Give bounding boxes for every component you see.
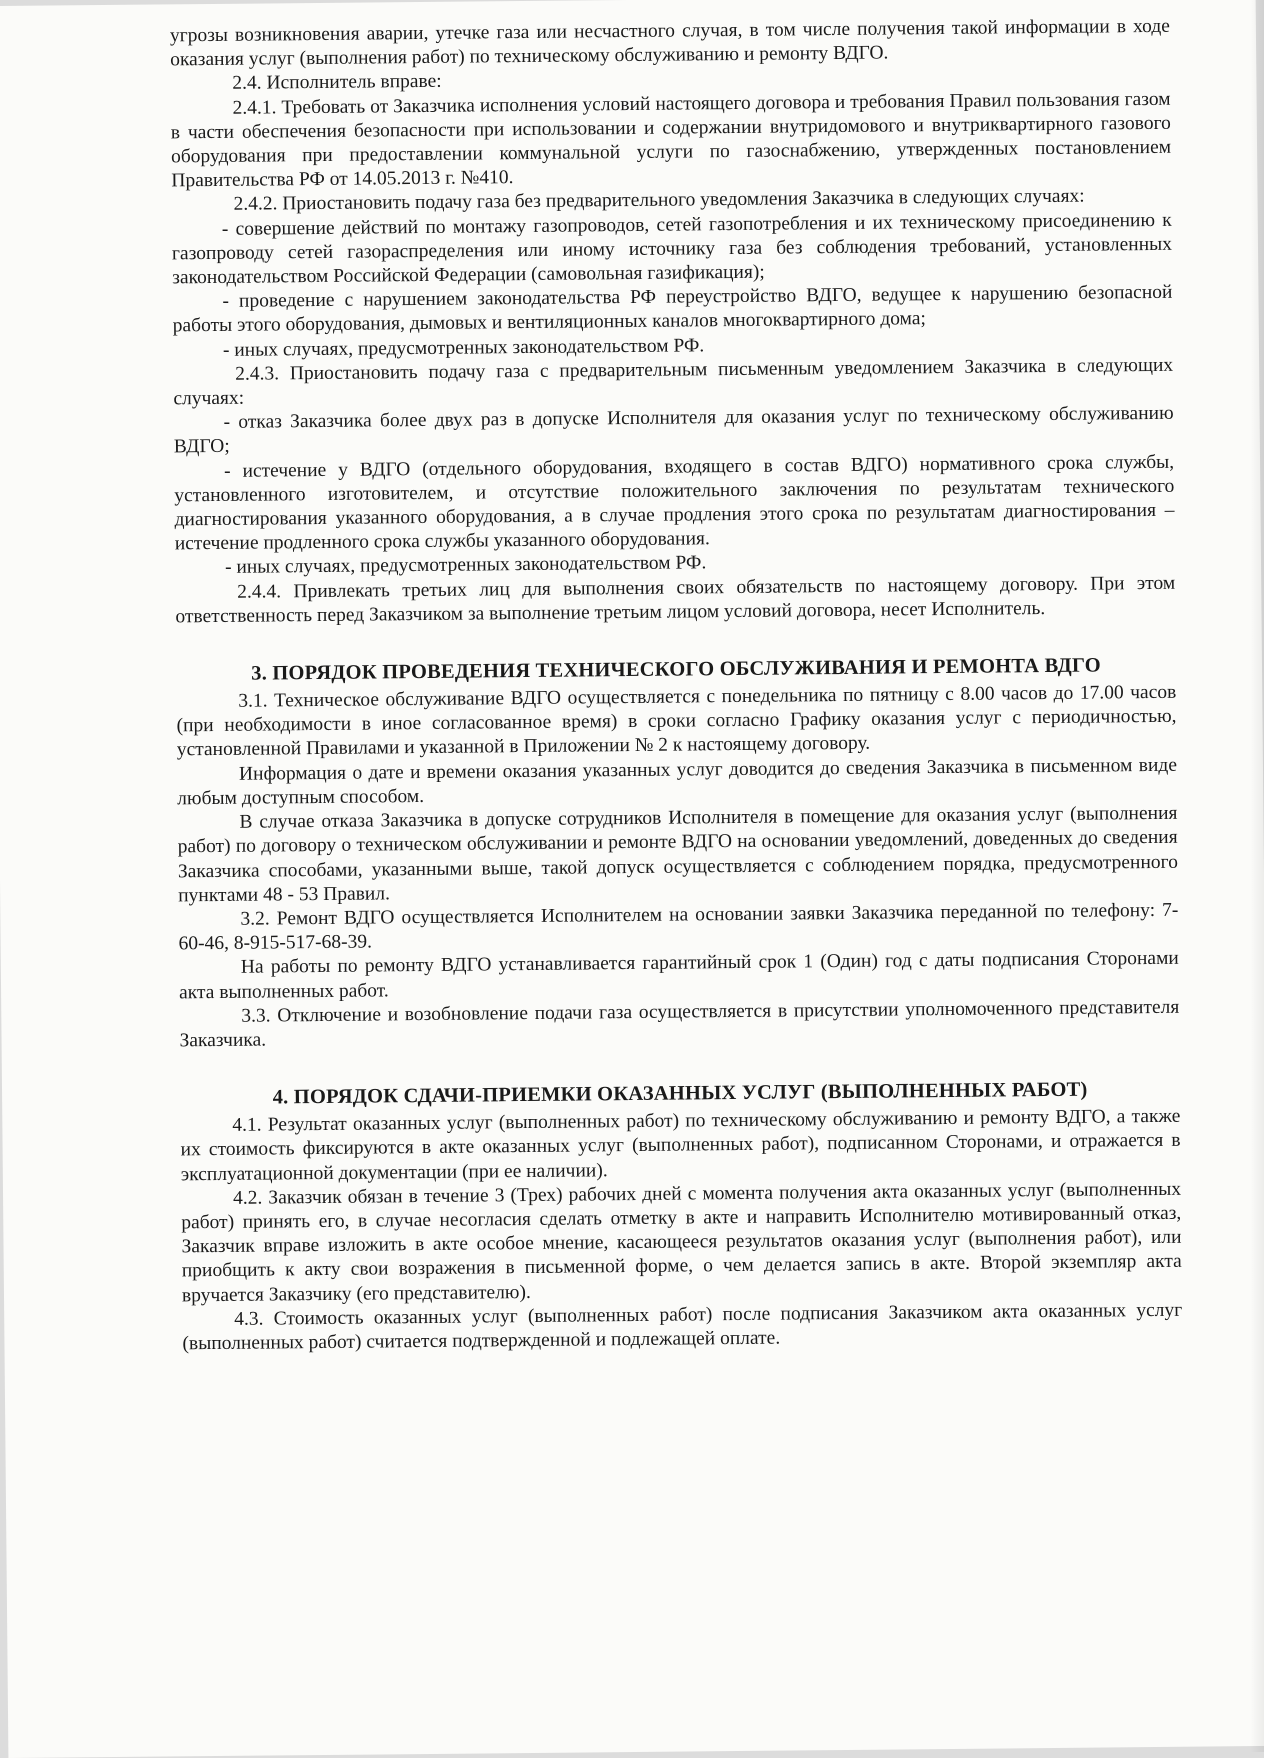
paragraph: На работы по ремонту ВДГО устанавливается гарантийный срок 1 (Один) год с даты подписания Сторонами акта выполненных работ. <box>178 948 1179 1003</box>
list-item: - иных случаях, предусмотренных законодательством РФ. <box>222 334 705 361</box>
paragraph: угрозы возникновения аварии, утечке газа или несчастного случая, в том числе получения такой информации в ходе оказания услуг (выполнения работ) по техническому обслуживанию и ремонту ВДГО. <box>169 15 1170 71</box>
paragraph: 2.4. Исполнитель вправе: <box>232 71 442 95</box>
paragraph: 2.4.2. Приостановить подачу газа без предварительного уведомления Заказчика в следующих случаях: <box>233 186 1085 216</box>
clause-2-4-block <box>170 15 1176 630</box>
section-3-body <box>176 681 1179 1054</box>
paragraph: 4.2. Заказчик обязан в течение 3 (Трех) рабочих дней с момента получения акта оказанных услуг (выполненных работ) принять его, в случае несогласия сделать отметку в акте и направить Исполнителю мотивированный отказ, Заказчик вправе изложить в акте особое мнение, касающееся результатов оказания услуг (выполнения работ), или приобщить к акту свои возражения в письменной форме, о чем делается запись в акте. Второй экземпляр акта вручается Заказчику (его представителю). <box>181 1178 1182 1306</box>
paragraph: 4.1. Результат оказанных услуг (выполненных работ) по техническому обслуживанию и ремонту ВДГО, а также их стоимость фиксируются в акте оказанных услуг (выполненных работ), подписанном Сторонами, и отражается в эксплуатационной документации (при ее наличии). <box>180 1105 1181 1185</box>
paragraph: 2.4.1. Требовать от Заказчика исполнения условий настоящего договора и требования Правил пользования газом в части обеспечения безопасности при использовании и содержании внутридомового и внутриквартирного газового оборудования при предоставлении коммунальной услуги по газоснабжению, утвержденных постановлением Правительства РФ от 14.05.2013 г. №410. <box>170 88 1172 192</box>
list-item: - совершение действий по монтажу газопроводов, сетей газопотребления и их техническому присоединению к газопроводу сетей газораспределения или иному источнику газа без соблюдения требований, установленных законодательством Российской Федерации (самовольная газификация); <box>171 209 1173 289</box>
paragraph: 3.3. Отключение и возобновление подачи газа осуществляется в присутствии уполномоченного представителя Заказчика. <box>179 996 1180 1052</box>
section-4-body <box>180 1105 1182 1357</box>
section-4-heading: 4. ПОРЯДОК СДАЧИ-ПРИЕМКИ ОКАЗАННЫХ УСЛУГ (ВЫПОЛНЕННЫХ РАБОТ) <box>272 1078 1088 1109</box>
list-item: - иных случаях, предусмотренных законодательством РФ. <box>224 552 707 579</box>
paragraph: 4.3. Стоимость оказанных услуг (выполненных работ) после подписания Заказчиком акта оказанных услуг (выполненных работ) считается подтвержденной и подлежащей оплате. <box>182 1299 1183 1355</box>
scan-shadow-edge <box>1250 0 1264 1752</box>
paragraph: 2.4.4. Привлекать третьих лиц для выполнения своих обязательств по настоящему договору. При этом ответственность перед Заказчиком за выполнение третьим лицом условий договора, несет Исполнитель. <box>175 572 1176 628</box>
paragraph: Информация о дате и времени оказания указанных услуг доводится до сведения Заказчика в письменном виде любым доступным способом. <box>177 754 1178 810</box>
list-item: - истечение у ВДГО (отдельного оборудования, входящего в состав ВДГО) нормативного срока службы, установленного изготовителем, и отсутствие положительного заключения по результатам технического диагностирования указанного оборудования, а в случае продления этого срока по результатам диагностирования – истечение продленного срока службы указанного оборудования. <box>174 451 1175 555</box>
list-item: - отказ Заказчика более двух раз в допуске Исполнителя для оказания услуг по техническому обслуживанию ВДГО; <box>173 403 1174 458</box>
paragraph: В случае отказа Заказчика в допуске сотрудников Исполнителя в помещение для оказания услуг (выполнения работ) по договору о техническом обслуживании и ремонте ВДГО на основании уведомлений, доведенных до сведения Заказчика способами, указанными выше, такой допуск осуществляется с соблюдением порядка, предусмотренного пунктами 48 - 53 Правил. <box>177 802 1178 907</box>
paragraph: 2.4.3. Приостановить подачу газа с предварительным письменным уведомлением Заказчика в следующих случаях: <box>173 354 1174 410</box>
list-item: - проведение с нарушением законодательства РФ переустройство ВДГО, ведущее к нарушению безопасной работы этого оборудования, дымовых и вентиляционных каналов многоквартирного дома; <box>172 282 1173 337</box>
section-3-heading: 3. ПОРЯДОК ПРОВЕДЕНИЯ ТЕХНИЧЕСКОГО ОБСЛУЖИВАНИЯ И РЕМОНТА ВДГО <box>251 654 1101 685</box>
paragraph: 3.1. Техническое обслуживание ВДГО осуществляется с понедельника по пятницу с 8.00 часов до 17.00 часов (при необходимости в иное согласованное время) в сроки согласно Графику оказания услуг с периодичностью, установленной Правилами и указанной в Приложении № 2 к настоящему договору. <box>176 681 1177 761</box>
paragraph: 3.2. Ремонт ВДГО осуществляется Исполнителем на основании заявки Заказчика переданной по телефону: 7-60-46, 8-915-517-68-39. <box>178 899 1179 955</box>
